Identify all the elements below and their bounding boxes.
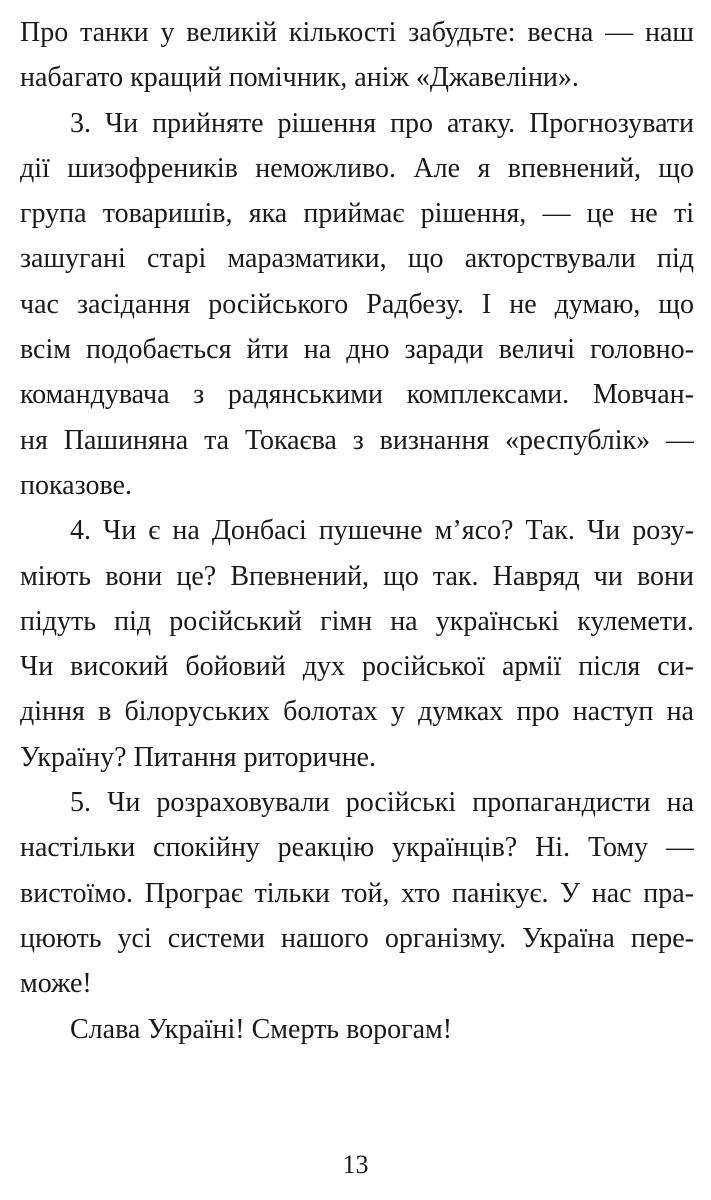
text-line: 5. Чи розраховували російські пропагандисти на <box>70 787 694 819</box>
text-line: підуть під російський гімн на українські кулемети. <box>20 605 694 637</box>
text-line: міють вони це? Впевнений, що так. Навряд чи вони <box>20 560 694 592</box>
page-number: 13 <box>342 1150 369 1179</box>
text-line: настільки спокійну реакцію українців? Ні. Тому — <box>20 832 694 864</box>
text-line: цюють усі системи нашого організму. Україна пере- <box>20 922 694 954</box>
text-line: Україну? Питання риторичне. <box>20 741 376 773</box>
text-line: набагато кращий помічник, аніж «Джавеліни». <box>20 62 579 94</box>
text-line: Чи високий бойовий дух російської армії після си- <box>20 651 694 683</box>
text-line: показове. <box>20 469 132 501</box>
text-line: Слава Україні! Смерть ворогам! <box>70 1013 453 1045</box>
text-line: час засідання російського Радбезу. І не думаю, що <box>20 288 694 320</box>
text-line: командувача з радянськими комплексами. Мовчан- <box>20 379 694 411</box>
text-line: група товаришів, яка приймає рішення, — це не ті <box>20 198 694 230</box>
text-line: Про танки у великій кількості забудьте: весна — наш <box>20 17 694 48</box>
text-line: дії шизофреників неможливо. Але я впевнений, що <box>20 152 694 184</box>
text-line: 3. Чи прийняте рішення про атаку. Прогнозувати <box>70 107 694 139</box>
text-line: всім подобається йти на дно заради величі головно- <box>20 334 694 366</box>
text-line: 4. Чи є на Донбасі пушечне м’ясо? Так. Чи розу- <box>70 515 694 547</box>
body-text <box>20 10 694 1052</box>
text-line: ня Пашиняна та Токаєва з визнання «республік» — <box>20 424 694 456</box>
text-line: вистоїмо. Програє тільки той, хто панікує. У нас пра- <box>20 877 694 909</box>
text-line: може! <box>20 968 92 1000</box>
text-line: зашугані старі маразматики, що акторствували під <box>20 243 694 275</box>
text-line: діння в білоруських болотах у думках про наступ на <box>20 696 694 728</box>
